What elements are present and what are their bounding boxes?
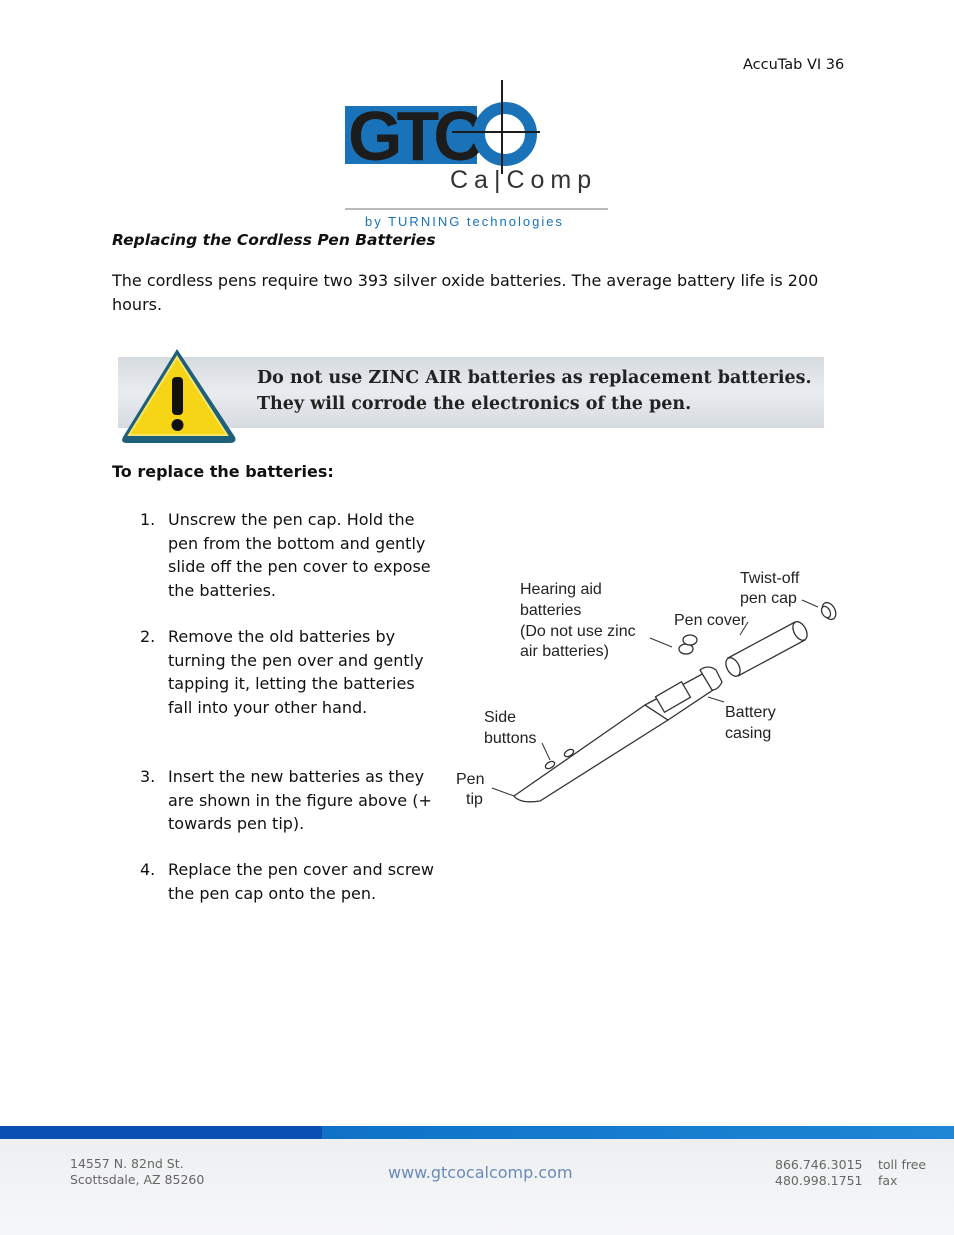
footer-website-link[interactable]: www.gtcocalcomp.com xyxy=(388,1163,573,1182)
step-text: Remove the old batteries by turning the pen over and gently tapping it, letting the batteries fall into your other hand. xyxy=(168,627,424,717)
phone-type-1: toll free xyxy=(878,1157,927,1172)
step-text: Unscrew the pen cap. Hold the pen from the bottom and gently slide off the pen cover to expose the batteries. xyxy=(168,510,431,600)
phone-fax: 480.998.1751 xyxy=(775,1173,863,1188)
phone-type-2: fax xyxy=(878,1173,898,1188)
page-label: AccuTab VI 36 xyxy=(743,57,845,73)
label-pen: Pen xyxy=(456,771,485,788)
step-text: Replace the pen cover and screw the pen cap onto the pen. xyxy=(168,860,434,903)
steps-title: To replace the batteries: xyxy=(112,462,334,481)
battery-2 xyxy=(683,635,697,645)
label-pen-cover: Pen cover xyxy=(674,612,747,629)
footer-phones xyxy=(775,1157,862,1189)
step-number: 4. xyxy=(140,860,156,879)
step-number: 3. xyxy=(140,767,156,786)
page-footer xyxy=(0,1126,954,1235)
intro-paragraph: The cordless pens require two 393 silver oxide batteries. The average battery life is 200 hours. xyxy=(112,271,819,314)
address-line-2: Scottsdale, AZ 85260 xyxy=(70,1172,205,1187)
warning-callout xyxy=(115,345,825,445)
footer-address xyxy=(70,1156,204,1188)
label-battery: Battery xyxy=(725,704,776,721)
footer-bar-dark xyxy=(0,1126,322,1139)
label-side: Side xyxy=(484,709,517,726)
label-twist-off: Twist-off xyxy=(740,570,800,587)
section-title: Replacing the Cordless Pen Batteries xyxy=(112,231,436,249)
logo-tagline: by TURNING technologies xyxy=(365,214,564,229)
step-number: 1. xyxy=(140,510,156,529)
warning-triangle-icon xyxy=(115,345,240,445)
logo-gtc-text: GTC xyxy=(348,97,478,175)
gtco-calcomp-logo xyxy=(340,78,620,233)
pen-body xyxy=(514,705,668,802)
logo-calcomp-text: Ca|Comp xyxy=(450,166,598,194)
pen-diagram xyxy=(450,560,850,810)
label-tip: tip xyxy=(466,791,483,808)
warning-line-2: They will corrode the electronics of the pen. xyxy=(257,394,692,414)
label-batteries: batteries xyxy=(520,602,582,619)
warning-line-1: Do not use ZINC AIR batteries as replacement batteries. xyxy=(257,368,812,388)
label-casing: casing xyxy=(725,725,772,742)
phone-toll-free: 866.746.3015 xyxy=(775,1157,863,1172)
step-number: 2. xyxy=(140,627,156,646)
label-air-batteries: air batteries) xyxy=(520,643,609,660)
label-hearing-aid: Hearing aid xyxy=(520,581,602,598)
label-do-not-use: (Do not use zinc xyxy=(520,623,636,640)
address-line-1: 14557 N. 82nd St. xyxy=(70,1156,184,1171)
step-text: Insert the new batteries as they are shown in the figure above (+ towards pen tip). xyxy=(168,767,432,833)
footer-phone-types xyxy=(878,1157,926,1189)
footer-bar-light xyxy=(322,1126,954,1139)
label-pen-cap: pen cap xyxy=(740,590,797,607)
label-buttons: buttons xyxy=(484,730,537,747)
